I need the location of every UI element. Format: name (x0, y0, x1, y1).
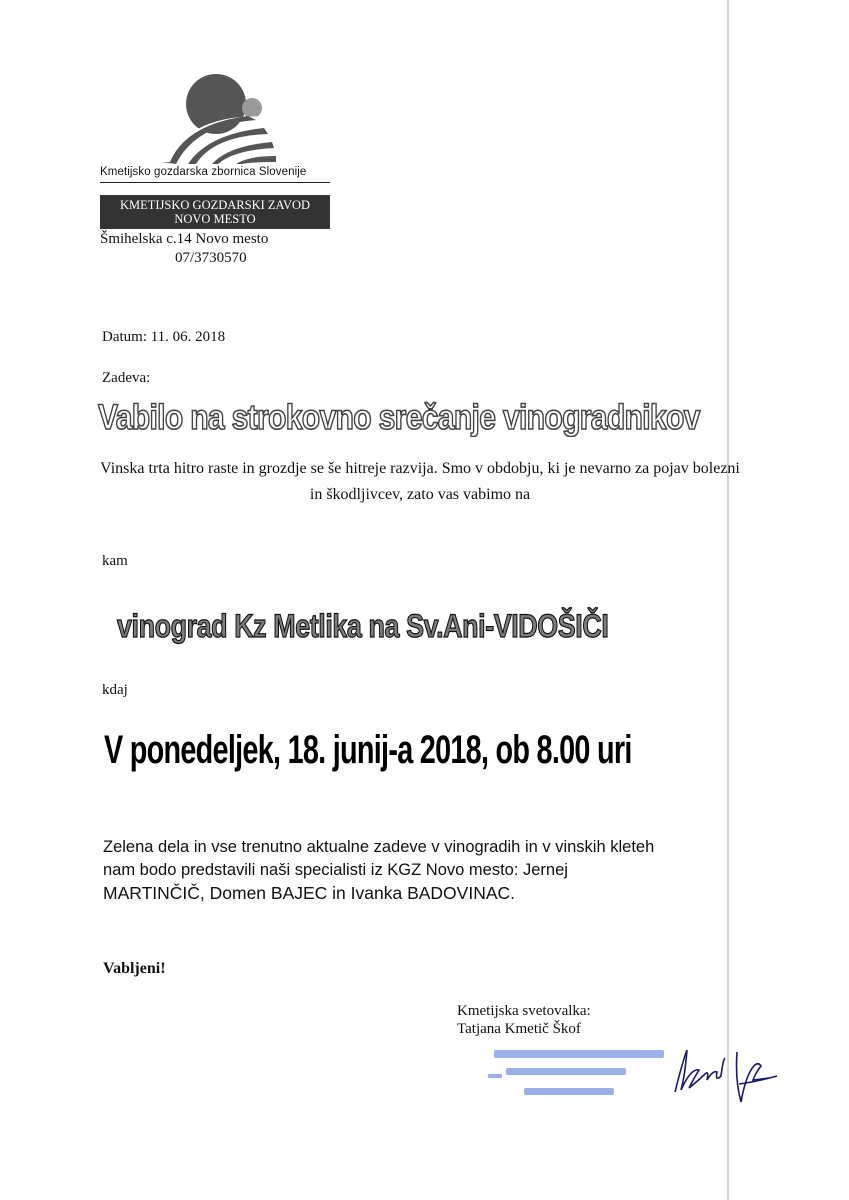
details-line: MARTINČIČ, Domen BAJEC in Ivanka BADOVINAC. (103, 883, 516, 903)
address: Šmihelska c.14 Novo mesto (100, 231, 269, 247)
organization-name: Kmetijsko gozdarska zbornica Slovenije (100, 166, 307, 178)
signatory-name: Tatjana Kmetič Škof (457, 1021, 581, 1037)
intro-paragraph: Vinska trta hitro raste in grozdje se še hitreje razvija. Smo v obdobju, ki je nevarno za pojav bolezni in škodljivcev, zato vas vabimo na (100, 460, 740, 503)
closing-greeting: Vabljeni! (103, 960, 166, 977)
handwritten-signature (665, 1040, 785, 1120)
page-edge-line (727, 0, 729, 1200)
date-line: Datum: 11. 06. 2018 (102, 329, 226, 345)
organization-logo (156, 72, 286, 168)
event-date-time: V ponedeljek, 18. junij-a 2018, ob 8.00 uri (104, 728, 632, 772)
details-line: nam bodo predstavili naši specialisti iz KGZ Novo mesto: Jernej (103, 861, 568, 879)
details-line: Zelena dela in vse trenutno aktualne zadeve v vinogradih in v vinskih kleteh (103, 838, 655, 856)
letterhead-divider (100, 182, 330, 183)
institute-banner (100, 195, 330, 229)
official-stamp (484, 1040, 684, 1110)
institute-name-line1: KMETIJSKO GOZDARSKI ZAVOD (119, 198, 311, 212)
where-label: kam (102, 553, 128, 569)
signatory-role: Kmetijska svetovalka: (457, 1003, 591, 1019)
institute-name-line2: NOVO MESTO (174, 212, 256, 226)
when-label: kdaj (102, 682, 128, 698)
event-location: vinograd Kz Metlika na Sv.Ani-VIDOŠIČI (117, 608, 609, 644)
subject-label: Zadeva: (102, 370, 151, 386)
details-paragraph (103, 836, 743, 905)
invitation-heading: Vabilo na strokovno srečanje vinogradnikov (98, 398, 700, 437)
phone-number: 07/3730570 (175, 250, 247, 266)
